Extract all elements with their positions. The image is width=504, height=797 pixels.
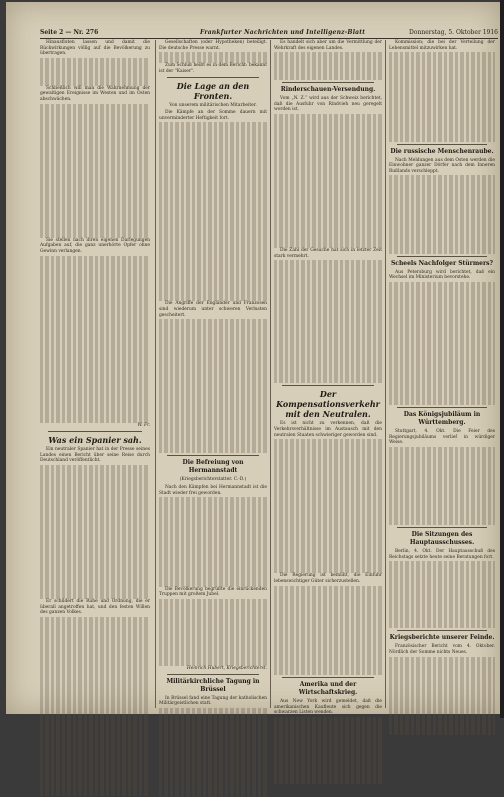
- article-paragraph: Aus Petersburg wird berichtet, daß ein Wechsel im Ministerium bevorstehe.: [389, 269, 495, 281]
- article-paragraph: Vom „N. Z.“ wird aus der Schweiz berichtet, daß die Ausfuhr von Rindvieh neu geregelt worden ist.: [274, 96, 382, 113]
- article-title: Militärkirchliche Tagung in Brüssel: [166, 677, 260, 693]
- article-title: Amerika und der Wirtschaftskrieg.: [298, 681, 358, 697]
- article-paragraph: Französischer Bericht vom 4. Oktober. Nördlich der Somme nichts Neues.: [389, 644, 495, 656]
- text-line: [40, 80, 150, 86]
- divider: [167, 455, 259, 456]
- divider: [397, 144, 487, 145]
- article-paragraph: Sie stellen nach ihren eigenen Darlegungen Aufgaben auf, die ganz unerhörte Opfer ohne Gewinn verlangen.: [40, 237, 150, 254]
- column-rule: [155, 40, 156, 708]
- article-paragraph: Berlin, 4. Okt. Der Hauptausschuß des Reichstags setzte heute seine Beratungen fort.: [389, 549, 495, 560]
- header-page-number: Seite 2 — Nr. 276: [40, 29, 99, 36]
- article-title: Die russische Menschenraube.: [390, 147, 494, 155]
- header-masthead: Frankfurter Nachrichten und Intelligenz-Blatt: [200, 29, 366, 36]
- text-line: [159, 660, 267, 666]
- text-line: [389, 399, 495, 405]
- divider: [167, 77, 259, 78]
- article-paragraph: Es handelt sich aber um die Vermittlung der Wehrkraft des eigenen Landes.: [274, 40, 382, 51]
- article-signature: Heinrich Hubert, Kriegsberichterst.: [186, 665, 267, 671]
- divider: [397, 527, 487, 528]
- binding-edge: [500, 0, 504, 718]
- column-4: [389, 40, 495, 710]
- article-title: Die Lage an den Fronten.: [176, 80, 250, 101]
- article-paragraph: Er schildert die Ruhe und Ordnung, die er überall angetroffen hat, und den festen Willen des ganzen Volkes.: [40, 599, 150, 616]
- article-title: Scheels Nachfolger Stürmers?: [390, 259, 494, 267]
- article-paragraph: Die Angriffe der Engländer und Franzosen sind wiederum unter schweren Verlusten gescheitert.: [159, 301, 267, 318]
- article-paragraph: Die Zahl der Gesuche hat sich in letzter Zeit stark vermehrt.: [274, 248, 382, 259]
- article-paragraph: Nach den Kämpfen bei Hermannstadt ist die Stadt wieder frei geworden.: [159, 484, 267, 496]
- divider: [48, 431, 142, 432]
- newspaper-page: [6, 2, 500, 714]
- article-paragraph: Ein neutraler Spanier hat in der Presse seines Landes einen Bericht über seine Reise durch Deutschland veröffentlicht.: [40, 446, 150, 464]
- text-line: [274, 75, 382, 81]
- divider: [282, 385, 374, 386]
- divider: [397, 256, 487, 257]
- text-line: [159, 581, 267, 587]
- article-title: Rinderschauen-Versendung.: [280, 86, 376, 94]
- divider: [282, 82, 374, 83]
- divider: [397, 630, 487, 631]
- article-paragraph: Schließlich will man die Wahrnehmung der gewaltigen Ereignisse im Westen und im Osten abschwächen.: [40, 85, 150, 102]
- text-line: [389, 729, 495, 735]
- text-line: [159, 58, 267, 64]
- article-paragraph: In Brüssel fand eine Tagung der katholischen Militärgeistlichen statt.: [159, 695, 267, 707]
- text-line: [274, 243, 382, 249]
- column-rule: [385, 40, 386, 708]
- article-subtitle: (Kriegsberichterstatter. C.-D.): [179, 477, 247, 483]
- text-line: [159, 792, 267, 797]
- text-line: [389, 520, 495, 526]
- article-paragraph: Hinausfluten lassen und damit die Rückwirkungen völlig auf die Bevölkerung zu übertragen.: [40, 40, 150, 57]
- article-title: Was ein Spanier sah.: [48, 434, 142, 445]
- text-line: [159, 296, 267, 302]
- text-line: [40, 418, 150, 424]
- article-title: Das Königsjubiläum in Württemberg.: [403, 411, 481, 427]
- text-line: [274, 670, 382, 676]
- text-line: [159, 448, 267, 454]
- article-title: Die Sitzungen des Hauptausschusses.: [409, 531, 475, 547]
- divider: [167, 674, 259, 675]
- article-paragraph: Gesellschaften (oder Hypotheken) beteiligt. Die deutsche Presse warnt.: [159, 40, 267, 51]
- article-title: Die Befreiung von Hermannstadt: [182, 459, 244, 475]
- text-line: [389, 623, 495, 629]
- article-paragraph: Aus New York wird gemeldet, daß die amerikanischen Kaufleute sich gegen die schwarzen Listen wenden.: [274, 699, 382, 716]
- text-line: [40, 593, 150, 599]
- column-3: [274, 40, 382, 716]
- article-paragraph: Kommission; die bei der Verteilung der Lebensmittel mitzuwirken hat.: [389, 40, 495, 51]
- article-paragraph: Stuttgart, 4. Okt. Die Feier des Regierungsjubiläums verlief in würdiger Weise.: [389, 429, 495, 446]
- article-paragraph: Die Bevölkerung begrüßte die einrückenden Truppen mit großem Jubel.: [159, 586, 267, 598]
- article-paragraph: Die Regierung ist bemüht, die Einfuhr lebenswichtiger Güter sicherzustellen.: [274, 573, 382, 585]
- column-rule: [270, 40, 271, 708]
- header-date: Donnerstag, 5. Oktober 1916: [409, 29, 498, 36]
- text-line: [389, 248, 495, 254]
- text-line: [40, 790, 150, 796]
- article-title: Kriegsberichte unserer Feinde.: [389, 634, 495, 642]
- text-line: [389, 136, 495, 142]
- text-line: [274, 378, 382, 384]
- article-paragraph: Es ist nicht zu verkennen, daß die Verkehrsverhältnisse im Austausch mit den neutralen Staaten schwieriger geworden sind.: [274, 421, 382, 438]
- text-line: [274, 568, 382, 574]
- article-paragraph: Die Kämpfe an der Somme dauern mit unverminderter Heftigkeit fort.: [159, 110, 267, 121]
- article-signature: W. Fr.: [137, 423, 150, 429]
- column-2: [159, 40, 267, 710]
- text-line: [274, 778, 382, 784]
- column-1: [40, 40, 150, 710]
- article-title: Der Kompensationsverkehr mit den Neutralen.: [276, 389, 380, 420]
- text-line: [40, 232, 150, 238]
- article-paragraph: Nach Meldungen aus dem Osten werden die Einwohner ganzer Dörfer nach dem Inneren Rußlands verschleppt.: [389, 157, 495, 174]
- page-header: [40, 28, 498, 39]
- divider: [282, 677, 374, 678]
- article-paragraph: Zum Schluß heißt es in dem Bericht: bekannt ist der "Kaiser".: [159, 63, 267, 74]
- divider: [397, 407, 487, 408]
- article-subtitle: Von unserem militärischen Mitarbeiter.: [169, 102, 257, 108]
